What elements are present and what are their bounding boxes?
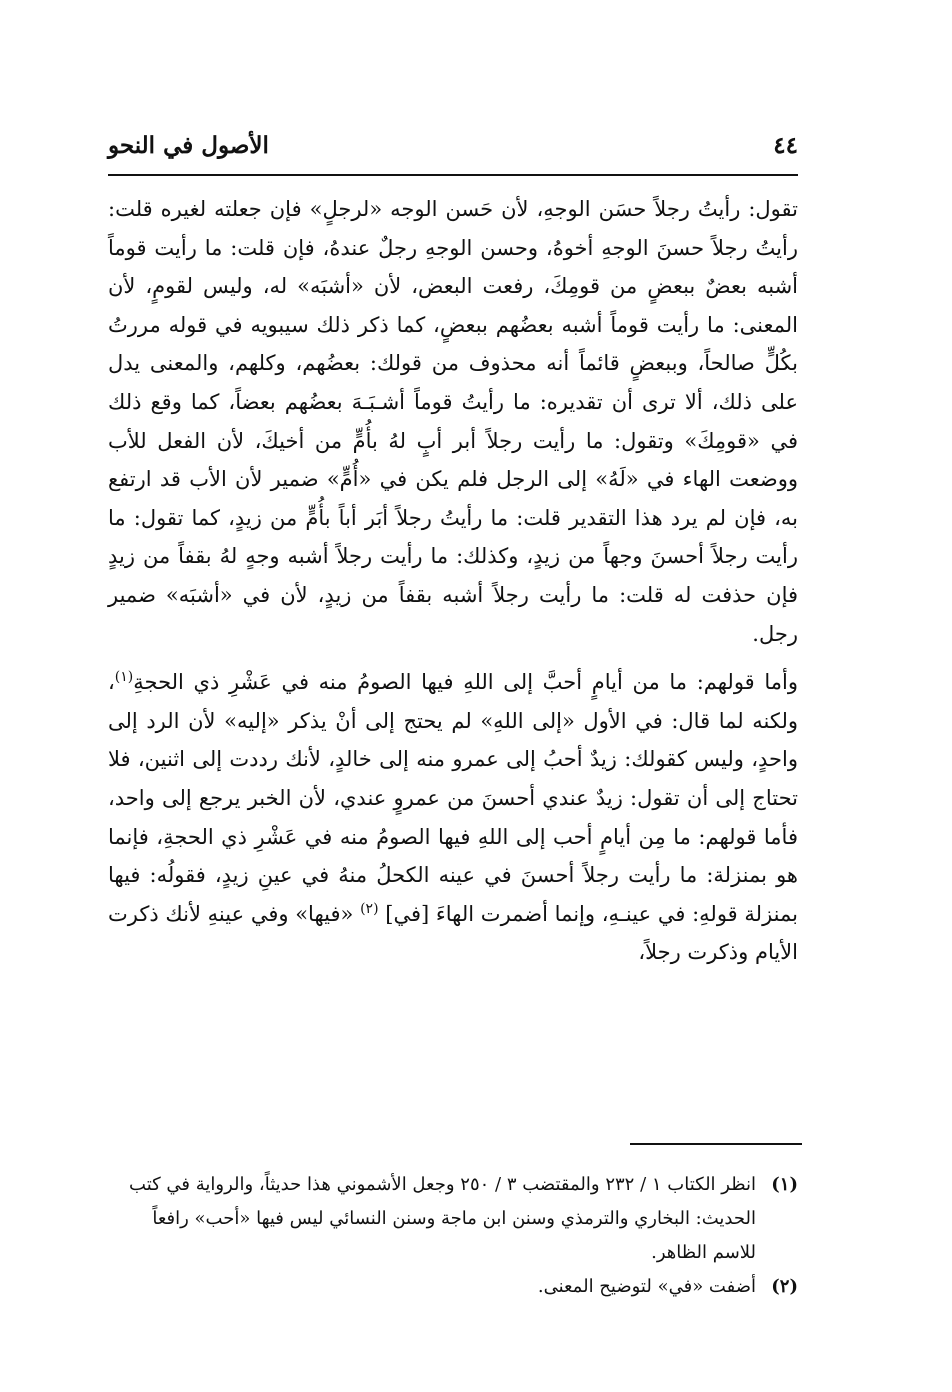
footnote-number: (٢) bbox=[771, 1276, 798, 1297]
footnote-item bbox=[108, 1270, 798, 1304]
paragraph-2 bbox=[108, 663, 798, 972]
paragraph-2-part-3: «فيها» وفي عينهِ لأنك ذكرت الأيام وذكرت رجلاً، bbox=[108, 901, 798, 965]
paragraph-2-part-2: ، ولكنه لما قال: في الأول «إلى اللهِ» لم يحتج إلى أنْ يذكر «إليه» لأن الرد إلى واحدٍ، وليس كقولك: زيدٌ أحبُ إلى عمرو منه إلى خالدٍ، لأنك رددت إلى اثنين، فلا تحتاج إلى أن تقول: زيدٌ عندي أحسنَ من عمروٍ عندي، لأن الخبر يرجع إلى واحد، فأما قولهم: ما مِن أيامٍ أحب إلى اللهِ فيها الصومُ منه في عَشْرِ ذي الحجةِ، فإنما هو بمنزلة: ما رأيت رجلاً أحسنَ في عينه الكحلُ منهُ في عينِ زيدٍ، فقولُه: فيها بمنزلة قولهِ: في عينـهِ، وإنما أضمرت الهاءَ [في] bbox=[108, 670, 798, 926]
page-header bbox=[108, 132, 798, 159]
page-number: ٤٤ bbox=[773, 132, 798, 159]
paragraph-1: تقول: رأيتُ رجلاً حسَن الوجهِ، لأن حَسن الوجه «لرجلٍ» فإن جعلته لغيره قلت: رأيتُ رجلاً حسنَ الوجهِ أخوهُ، وحسن الوجهِ رجلٌ عندهُ، فإن قلت: ما رأيت قوماً أشبه بعضٌ ببعضٍ من قومِكَ، رفعت البعض، لأن «أشبَه» له، وليس لقومٍ، لأن المعنى: ما رأيت قوماً أشبه بعضُهم ببعضٍ، كما ذكر ذلك سيبويه في قوله مررتُ بكُلٍّ صالحاً، وببعضٍ قائماً أنه محذوف من قولك: بعضُهم، وكلهم، والمعنى يدل على ذلك، ألا ترى أن تقديره: ما رأيتُ قوماً أشـبَـهَ بعضُهم بعضاً، كما وقع ذلك في «قومِكَ» وتقول: ما رأيت رجلاً أبر أبٍ لهُ بأُمٍّ من أخيكَ، لأن الفعل للأب ووضعت الهاء في «لَهُ» إلى الرجل فلم يكن في «أُمٍّ» ضمير لأن الأب قد ارتفع به، فإن لم يرد هذا التقدير قلت: ما رأيتُ رجلاً أبَر أباً بأُمٍّ من زيدٍ، كما تقول: ما رأيت رجلاً أحسنَ وجهاً من زيدٍ، وكذلك: ما رأيت رجلاً أشبه وجهٍ لهُ بقفاً من زيدٍ فإن حذفت له قلت: ما رأيت رجلاً أشبه بقفاً من زيدٍ، لأن في «أشبَه» ضمير رجل. bbox=[108, 197, 798, 646]
footnote-divider bbox=[630, 1143, 802, 1145]
footnote-number: (١) bbox=[771, 1174, 798, 1195]
footnote-text: انظر الكتاب ١ / ٢٣٢ والمقتضب ٣ / ٢٥٠ وجعل الأشموني هذا حديثاً، والرواية في كتب الحديث: البخاري والترمذي وسنن ابن ماجة وسنن النسائي ليس فيها «أحب» رافعاً للاسم الظاهر. bbox=[129, 1174, 756, 1263]
main-text bbox=[108, 190, 798, 972]
footnote-ref-1[interactable]: (١) bbox=[114, 669, 134, 686]
footnote-text: أضفت «في» لتوضيح المعنى. bbox=[537, 1276, 756, 1297]
footnote-ref-2[interactable]: (٢) bbox=[360, 900, 379, 917]
header-divider bbox=[108, 174, 798, 176]
footnote-item bbox=[108, 1168, 798, 1270]
footnotes bbox=[108, 1168, 798, 1304]
paragraph-2-part-1: وأما قولهم: ما من أيامٍ أحبَّ إلى اللهِ فيها الصومُ منه في عَشْرِ ذي الحجةِ bbox=[133, 670, 798, 695]
book-title: الأصول في النحو bbox=[108, 132, 269, 159]
